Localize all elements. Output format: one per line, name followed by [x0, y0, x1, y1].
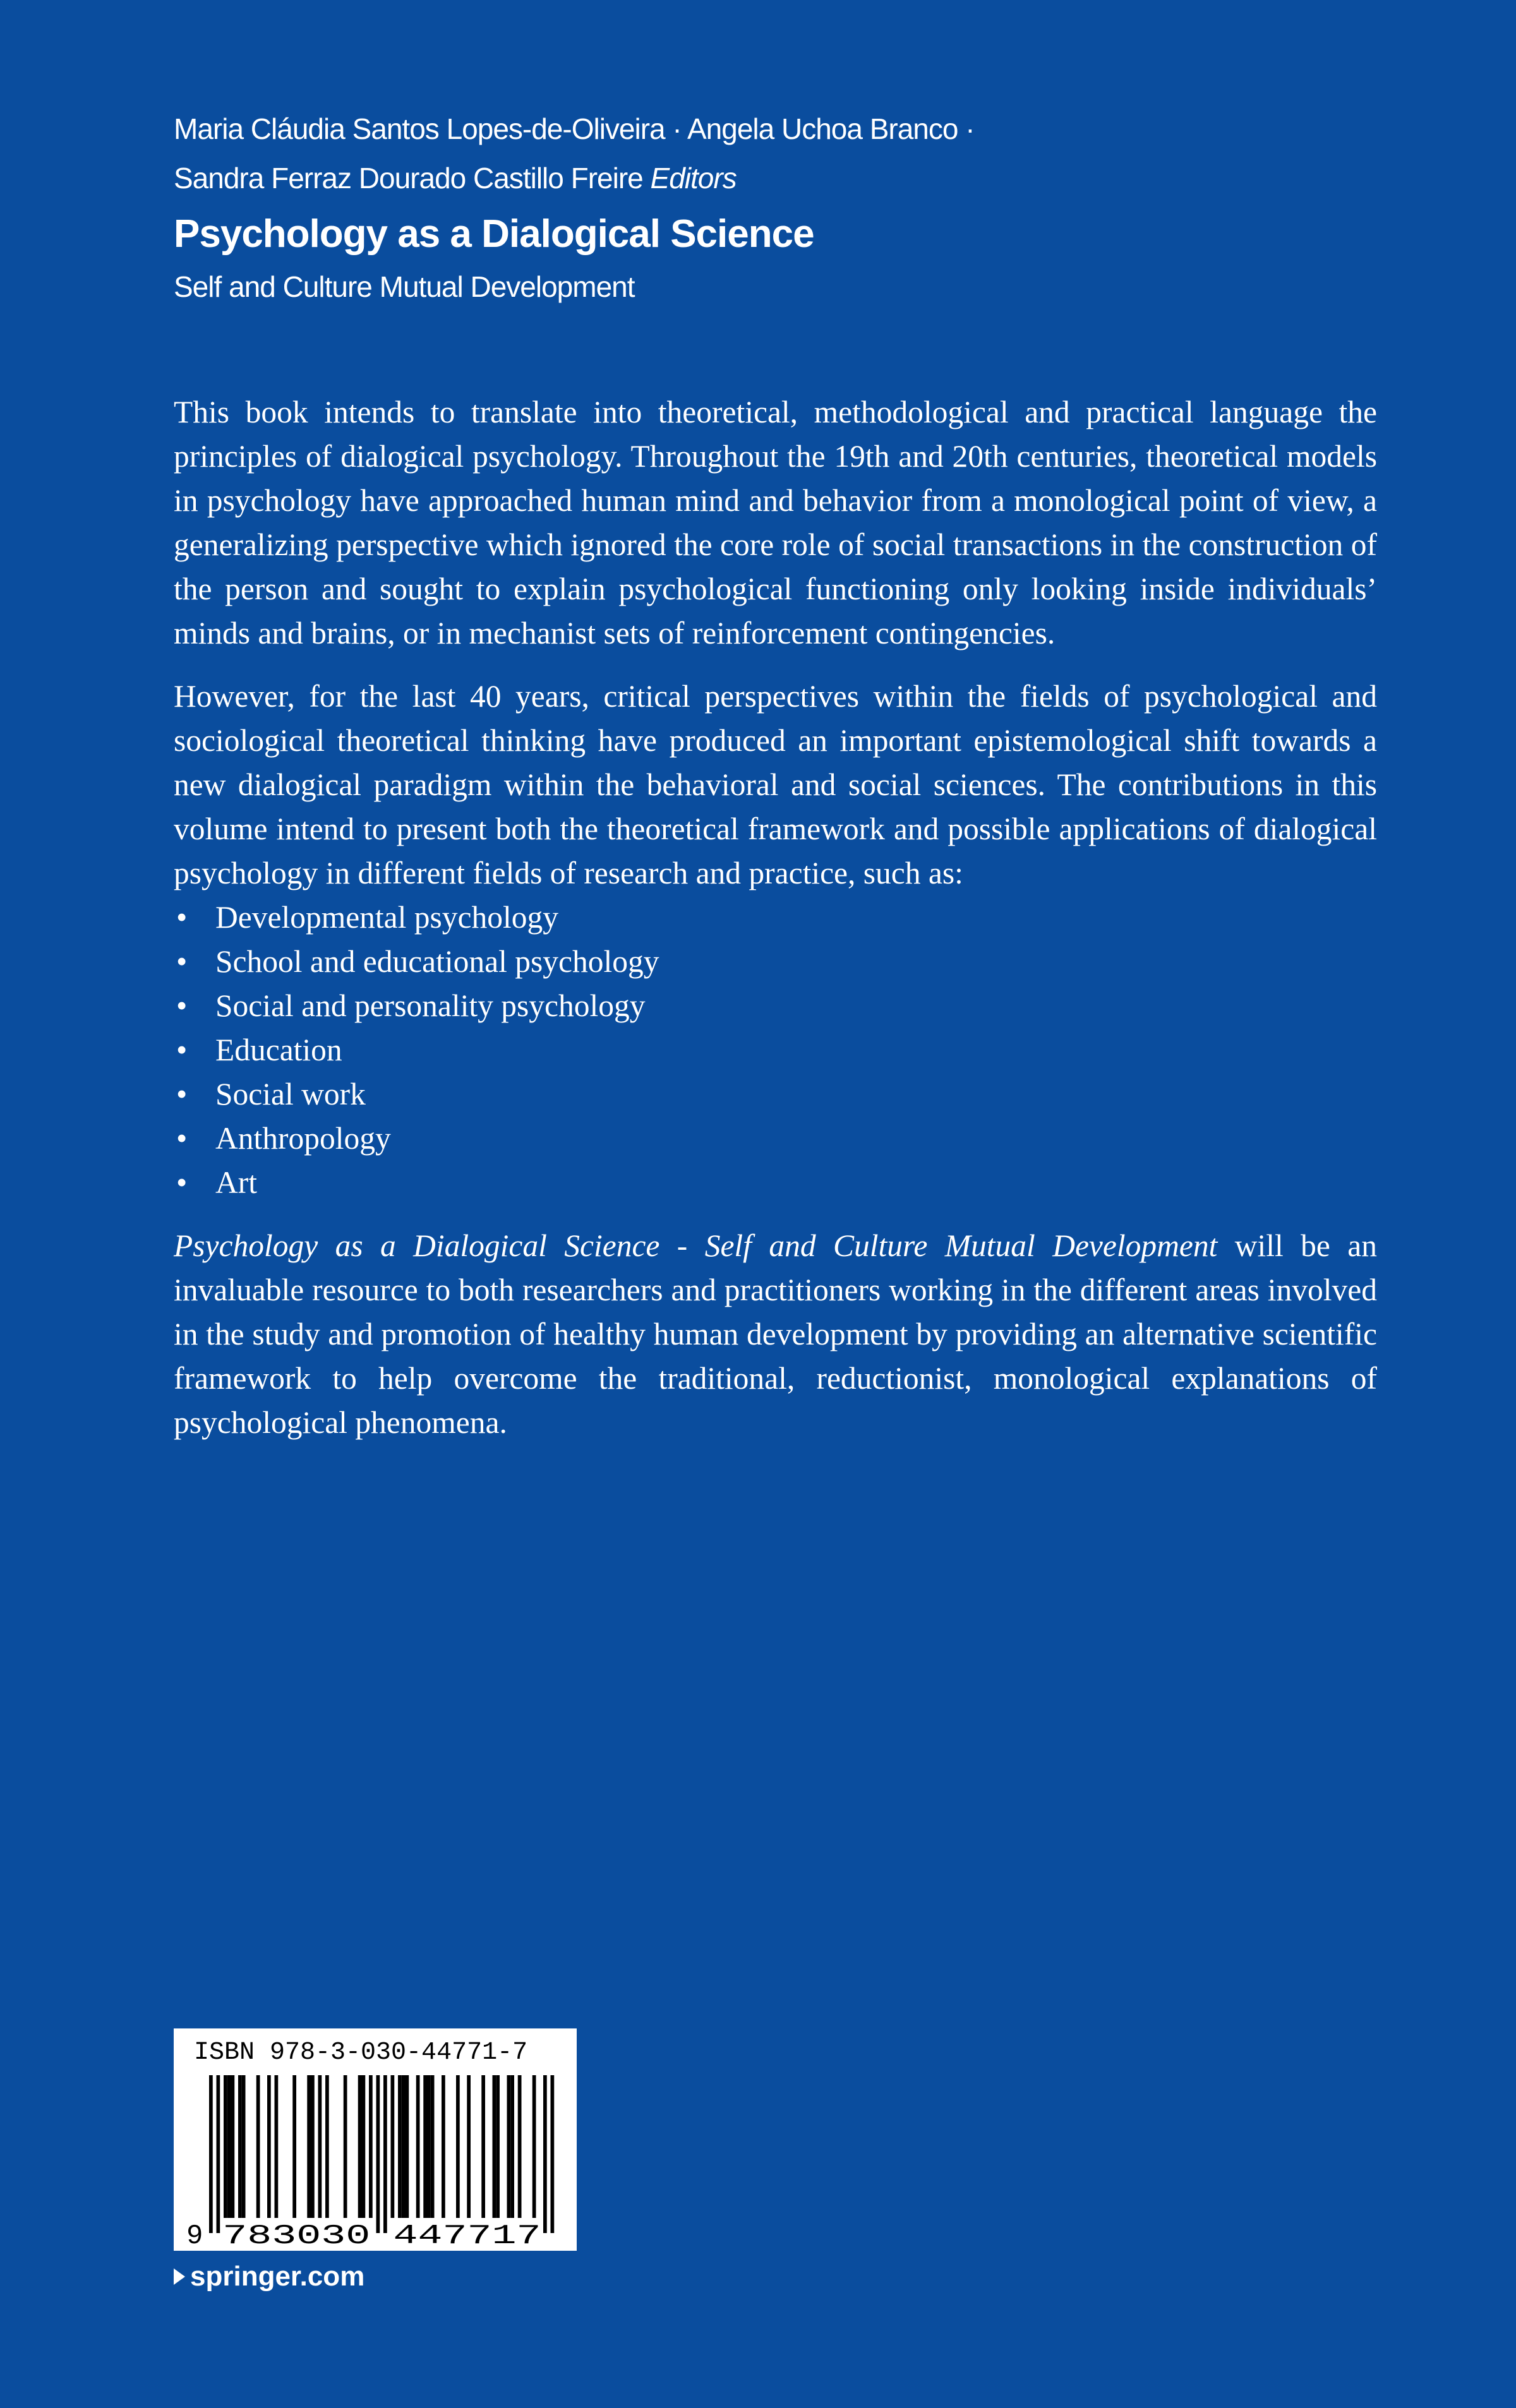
list-item-text: Social work: [215, 1077, 366, 1111]
barcode-bar: [376, 2075, 380, 2233]
barcode-bar: [481, 2075, 485, 2218]
barcode-bar: [224, 2075, 227, 2218]
barcode-box: [174, 2028, 577, 2251]
barcode-bar: [467, 2075, 471, 2218]
fields-list: [174, 896, 1377, 1205]
barcode-bar: [510, 2075, 514, 2218]
barcode-bar: [532, 2075, 536, 2218]
barcode-bar: [551, 2075, 555, 2233]
bullet-icon: •: [176, 988, 188, 1023]
barcode-bar: [431, 2075, 435, 2218]
barcode-bar: [238, 2075, 242, 2218]
barcode-bar: [402, 2075, 406, 2218]
barcode-bar: [217, 2075, 220, 2233]
list-item-text: Education: [215, 1033, 342, 1067]
barcode-bar: [275, 2075, 279, 2218]
barcode-bar: [227, 2075, 231, 2218]
bullet-icon: •: [176, 1165, 188, 1200]
barcode-bar: [311, 2075, 315, 2218]
list-item: [174, 896, 1377, 940]
bullet-icon: •: [176, 1077, 188, 1111]
blurb-closing: [174, 1224, 1377, 1445]
barcode-bar: [369, 2075, 373, 2218]
barcode-bar: [423, 2075, 427, 2218]
list-item-text: Anthropology: [215, 1121, 391, 1156]
barcode-bar: [391, 2075, 395, 2218]
barcode-bar: [496, 2075, 500, 2218]
barcode-bar: [307, 2075, 311, 2218]
bullet-icon: •: [176, 1033, 188, 1067]
barcode-bar: [362, 2075, 366, 2218]
barcode-bar: [493, 2075, 496, 2218]
barcode: [174, 2028, 577, 2251]
barcode-bar: [456, 2075, 460, 2218]
closing-text: will be an invaluable resource to both researchers and practitioners working in the different areas involved in the study and promotion of healthy human development by providing an alternative scientific framework to help overcome the traditional, reductionist, monological explanations of psychological phenomena.: [174, 1228, 1377, 1440]
barcode-bar: [416, 2075, 420, 2218]
list-item: [174, 1117, 1377, 1161]
list-item: [174, 940, 1377, 984]
bullet-icon: •: [176, 900, 188, 935]
barcode-bar: [507, 2075, 511, 2218]
bullet-icon: •: [176, 1121, 188, 1156]
list-item: [174, 984, 1377, 1028]
list-item: [174, 1072, 1377, 1117]
blurb-paragraph-1: This book intends to translate into theoretical, methodological and practical language the principles of dialogical psychology. Throughout the 19th and 20th centuries, theoretical models in psychology have approached human mind and behavior from a monological point of view, a generalizing perspective which ignored the core role of social transactions in the construction of the person and sought to explain psychological functioning only looking inside individuals’ minds and brains, or in mechanist sets of reinforcement contingencies.: [174, 395, 1377, 650]
barcode-bar: [442, 2075, 445, 2218]
barcode-bar: [209, 2075, 213, 2233]
blurb-paragraph-2: However, for the last 40 years, critical perspectives within the fields of psychological and sociological theoretical thinking have produced an important epistemological shift towards a new dialogical paradigm within the behavioral and social sciences. The contributions in this volume intend to present both the theoretical framework and possible applications of dialogical psychology in different fields of research and practice, such as:: [174, 679, 1377, 890]
barcode-bar: [267, 2075, 271, 2218]
editors-role: Editors: [650, 162, 737, 195]
publisher-link[interactable]: [174, 2256, 364, 2297]
list-item-text: School and educational psychology: [215, 944, 659, 979]
barcode-bar: [242, 2075, 246, 2218]
book-title: Psychology as a Dialogical Science: [174, 212, 814, 256]
editors-line-1: Maria Cláudia Santos Lopes-de-Oliveira · Angela Uchoa Branco ·: [174, 112, 975, 145]
list-item-text: Art: [215, 1165, 257, 1200]
barcode-bar: [383, 2075, 387, 2233]
closing-book-title: Psychology as a Dialogical Science - Self and Culture Mutual Development: [174, 1228, 1218, 1263]
list-item: [174, 1028, 1377, 1072]
book-header: [174, 104, 1374, 310]
list-item-text: Social and personality psychology: [215, 988, 646, 1023]
list-item: [174, 1161, 1377, 1205]
editors-line-2: [174, 153, 1374, 203]
editors-names: Sandra Ferraz Dourado Castillo Freire: [174, 162, 643, 195]
barcode-digits-right: 447717: [393, 2220, 541, 2251]
bullet-icon: •: [176, 944, 188, 979]
barcode-digit-first: 9: [186, 2220, 203, 2251]
barcode-bar: [358, 2075, 362, 2218]
barcode-bar: [256, 2075, 260, 2218]
barcode-bar: [231, 2075, 235, 2218]
barcode-bar: [427, 2075, 431, 2218]
blurb: [174, 390, 1377, 1445]
barcode-bar: [318, 2075, 322, 2218]
arrow-right-icon: [174, 2268, 185, 2285]
barcode-bar: [543, 2075, 547, 2233]
barcode-digits-left: 783030: [222, 2220, 371, 2251]
barcode-bar: [406, 2075, 409, 2218]
publisher-url: springer.com: [190, 2261, 365, 2292]
list-item-text: Developmental psychology: [215, 900, 559, 935]
barcode-bar: [398, 2075, 402, 2218]
barcode-bar: [325, 2075, 329, 2218]
isbn-label: ISBN 978-3-030-44771-7: [194, 2039, 528, 2067]
barcode-bar: [344, 2075, 347, 2218]
barcode-bar: [518, 2075, 522, 2218]
barcode-bar: [292, 2075, 296, 2218]
book-subtitle: Self and Culture Mutual Development: [174, 270, 635, 303]
